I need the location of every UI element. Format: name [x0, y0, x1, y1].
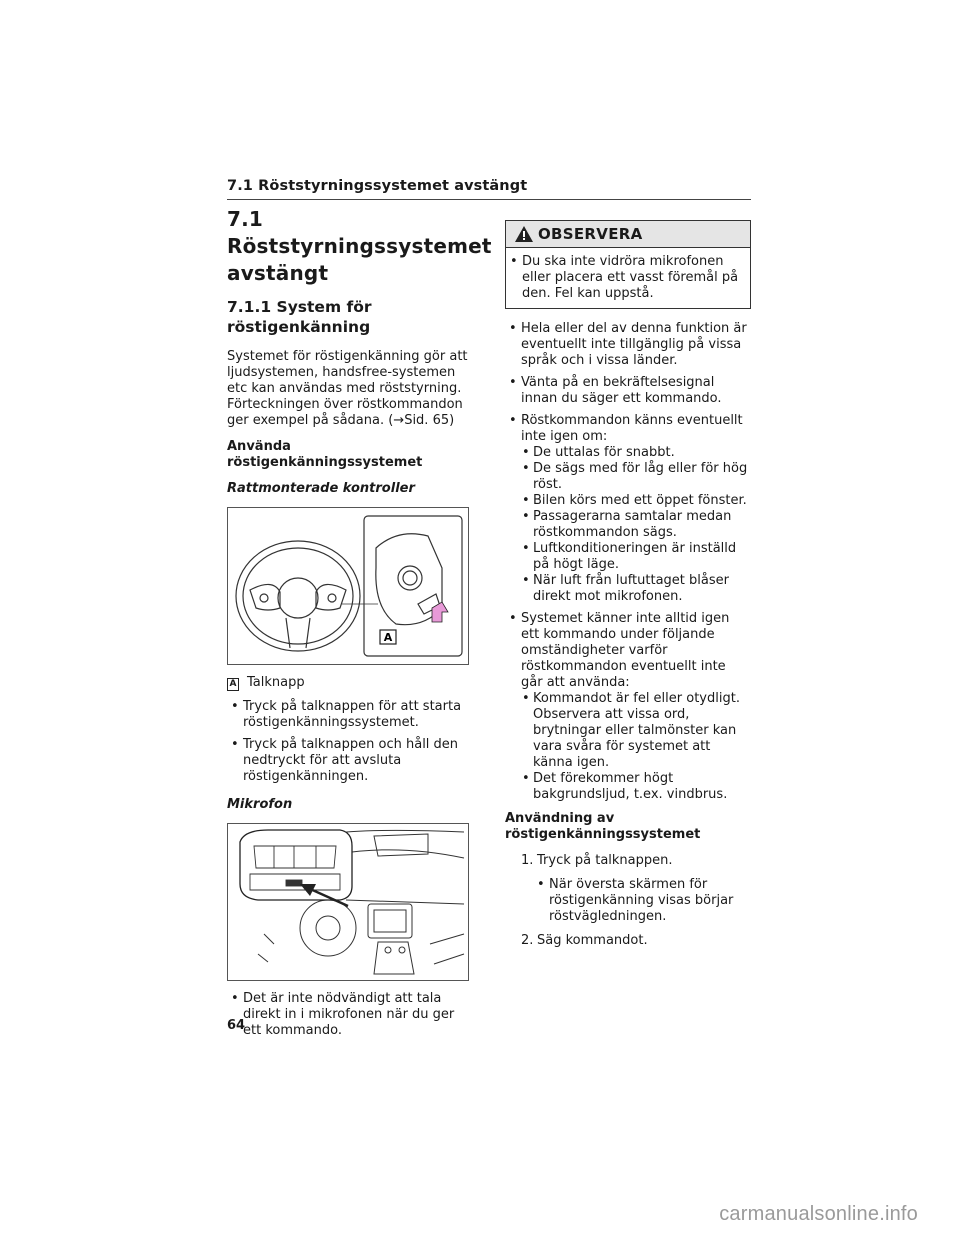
right-column: [505, 220, 751, 957]
left-column: [227, 206, 492, 1045]
step-sub-item: • När översta skärmen för röstigenkänning visas börjar röstvägledningen.: [505, 877, 751, 925]
running-head: 7.1 Röststyrningssystemet avstängt: [227, 178, 528, 194]
figure-label-a: A: [383, 631, 393, 644]
step-text: Säg kommandot.: [537, 933, 648, 948]
mic-heading: Mikrofon: [227, 797, 293, 812]
sub-list-item: • Luftkonditioneringen är inställd på högt läge.: [505, 541, 751, 573]
watermark: carmanualsonline.info: [719, 1203, 918, 1225]
steering-heading: Rattmonterade kontroller: [227, 481, 415, 496]
list-item: • Hela eller del av denna funktion är eventuellt inte tillgänglig på vissa språk och i vissa länder.: [505, 321, 751, 369]
caution-header: [506, 221, 750, 248]
list-item: • Tryck på talknappen för att starta röstigenkänningssystemet.: [227, 699, 473, 731]
sub-list-item: • Passagerarna samtalar medan röstkommandon sägs.: [505, 509, 751, 541]
sub-list-item: • De sägs med för låg eller för hög röst.: [505, 461, 751, 493]
section-title: 7.1 Röststyrningssystemet avstängt: [227, 207, 492, 285]
caution-item: • Du ska inte vidröra mikrofonen eller placera ett vasst föremål på den. Fel kan uppstå.: [506, 254, 744, 302]
warning-icon: [514, 225, 534, 243]
steering-wheel-illustration: [228, 508, 468, 664]
subsection-title: 7.1.1 System för röstigenkänning: [227, 298, 372, 336]
list-item-text: • Systemet känner inte alltid igen ett kommando under följande omständigheter varför röstkommandon eventuellt inte går att använda:: [521, 611, 730, 690]
list-item: • Tryck på talknappen och håll den nedtryckt för att avsluta röstigenkänningen.: [227, 737, 473, 785]
usage-heading-right: Användning av röstigenkänningssystemet: [505, 811, 701, 842]
sub-list-item: • Bilen körs med ett öppet fönster.: [505, 493, 751, 509]
legend-label-box: A: [227, 678, 239, 691]
caution-body: [506, 248, 750, 308]
legend-text: Talknapp: [247, 675, 305, 690]
cabin-illustration: [228, 824, 468, 980]
caution-box: [505, 220, 751, 309]
step-item: [505, 853, 751, 869]
list-item-text: • Röstkommandon känns eventuellt inte igen om:: [521, 413, 743, 444]
sub-list-item: • Det förekommer högt bakgrundsljud, t.ex. vindbrus.: [505, 771, 751, 803]
step-number: 2.: [521, 933, 534, 948]
step-number: 1.: [521, 853, 534, 868]
sub-list-item: • De uttalas för snabbt.: [505, 445, 751, 461]
step-text: Tryck på talknappen.: [537, 853, 673, 868]
steering-wheel-figure: [227, 507, 469, 665]
intro-paragraph: Systemet för röstigenkänning gör att ljudsystemen, handsfree-systemen etc kan användas med röststyrning. Förteckningen över röstkommandon ger exempel på sådana. (→Sid. 65): [227, 349, 468, 428]
list-item: [505, 413, 751, 605]
page-number: 64: [227, 1018, 246, 1033]
header-rule: [227, 199, 751, 200]
legend-row: [227, 675, 473, 691]
sub-list-item: • Kommandot är fel eller otydligt. Observera att vissa ord, brytningar eller talmönster kan vara svåra för systemet att känna igen.: [505, 691, 751, 771]
caution-title: OBSERVERA: [538, 225, 643, 243]
sub-list-item: • När luft från luftuttaget blåser direkt mot mikrofonen.: [505, 573, 751, 605]
list-item: [505, 611, 751, 803]
usage-heading: Använda röstigenkänningssystemet: [227, 439, 423, 470]
microphone-figure: [227, 823, 469, 981]
step-item: [505, 933, 751, 949]
list-item: • Vänta på en bekräftelsesignal innan du säger ett kommando.: [505, 375, 751, 407]
list-item: • Det är inte nödvändigt att tala direkt in i mikrofonen när du ger ett kommando.: [227, 991, 473, 1039]
pointer-arrow: [432, 602, 448, 622]
